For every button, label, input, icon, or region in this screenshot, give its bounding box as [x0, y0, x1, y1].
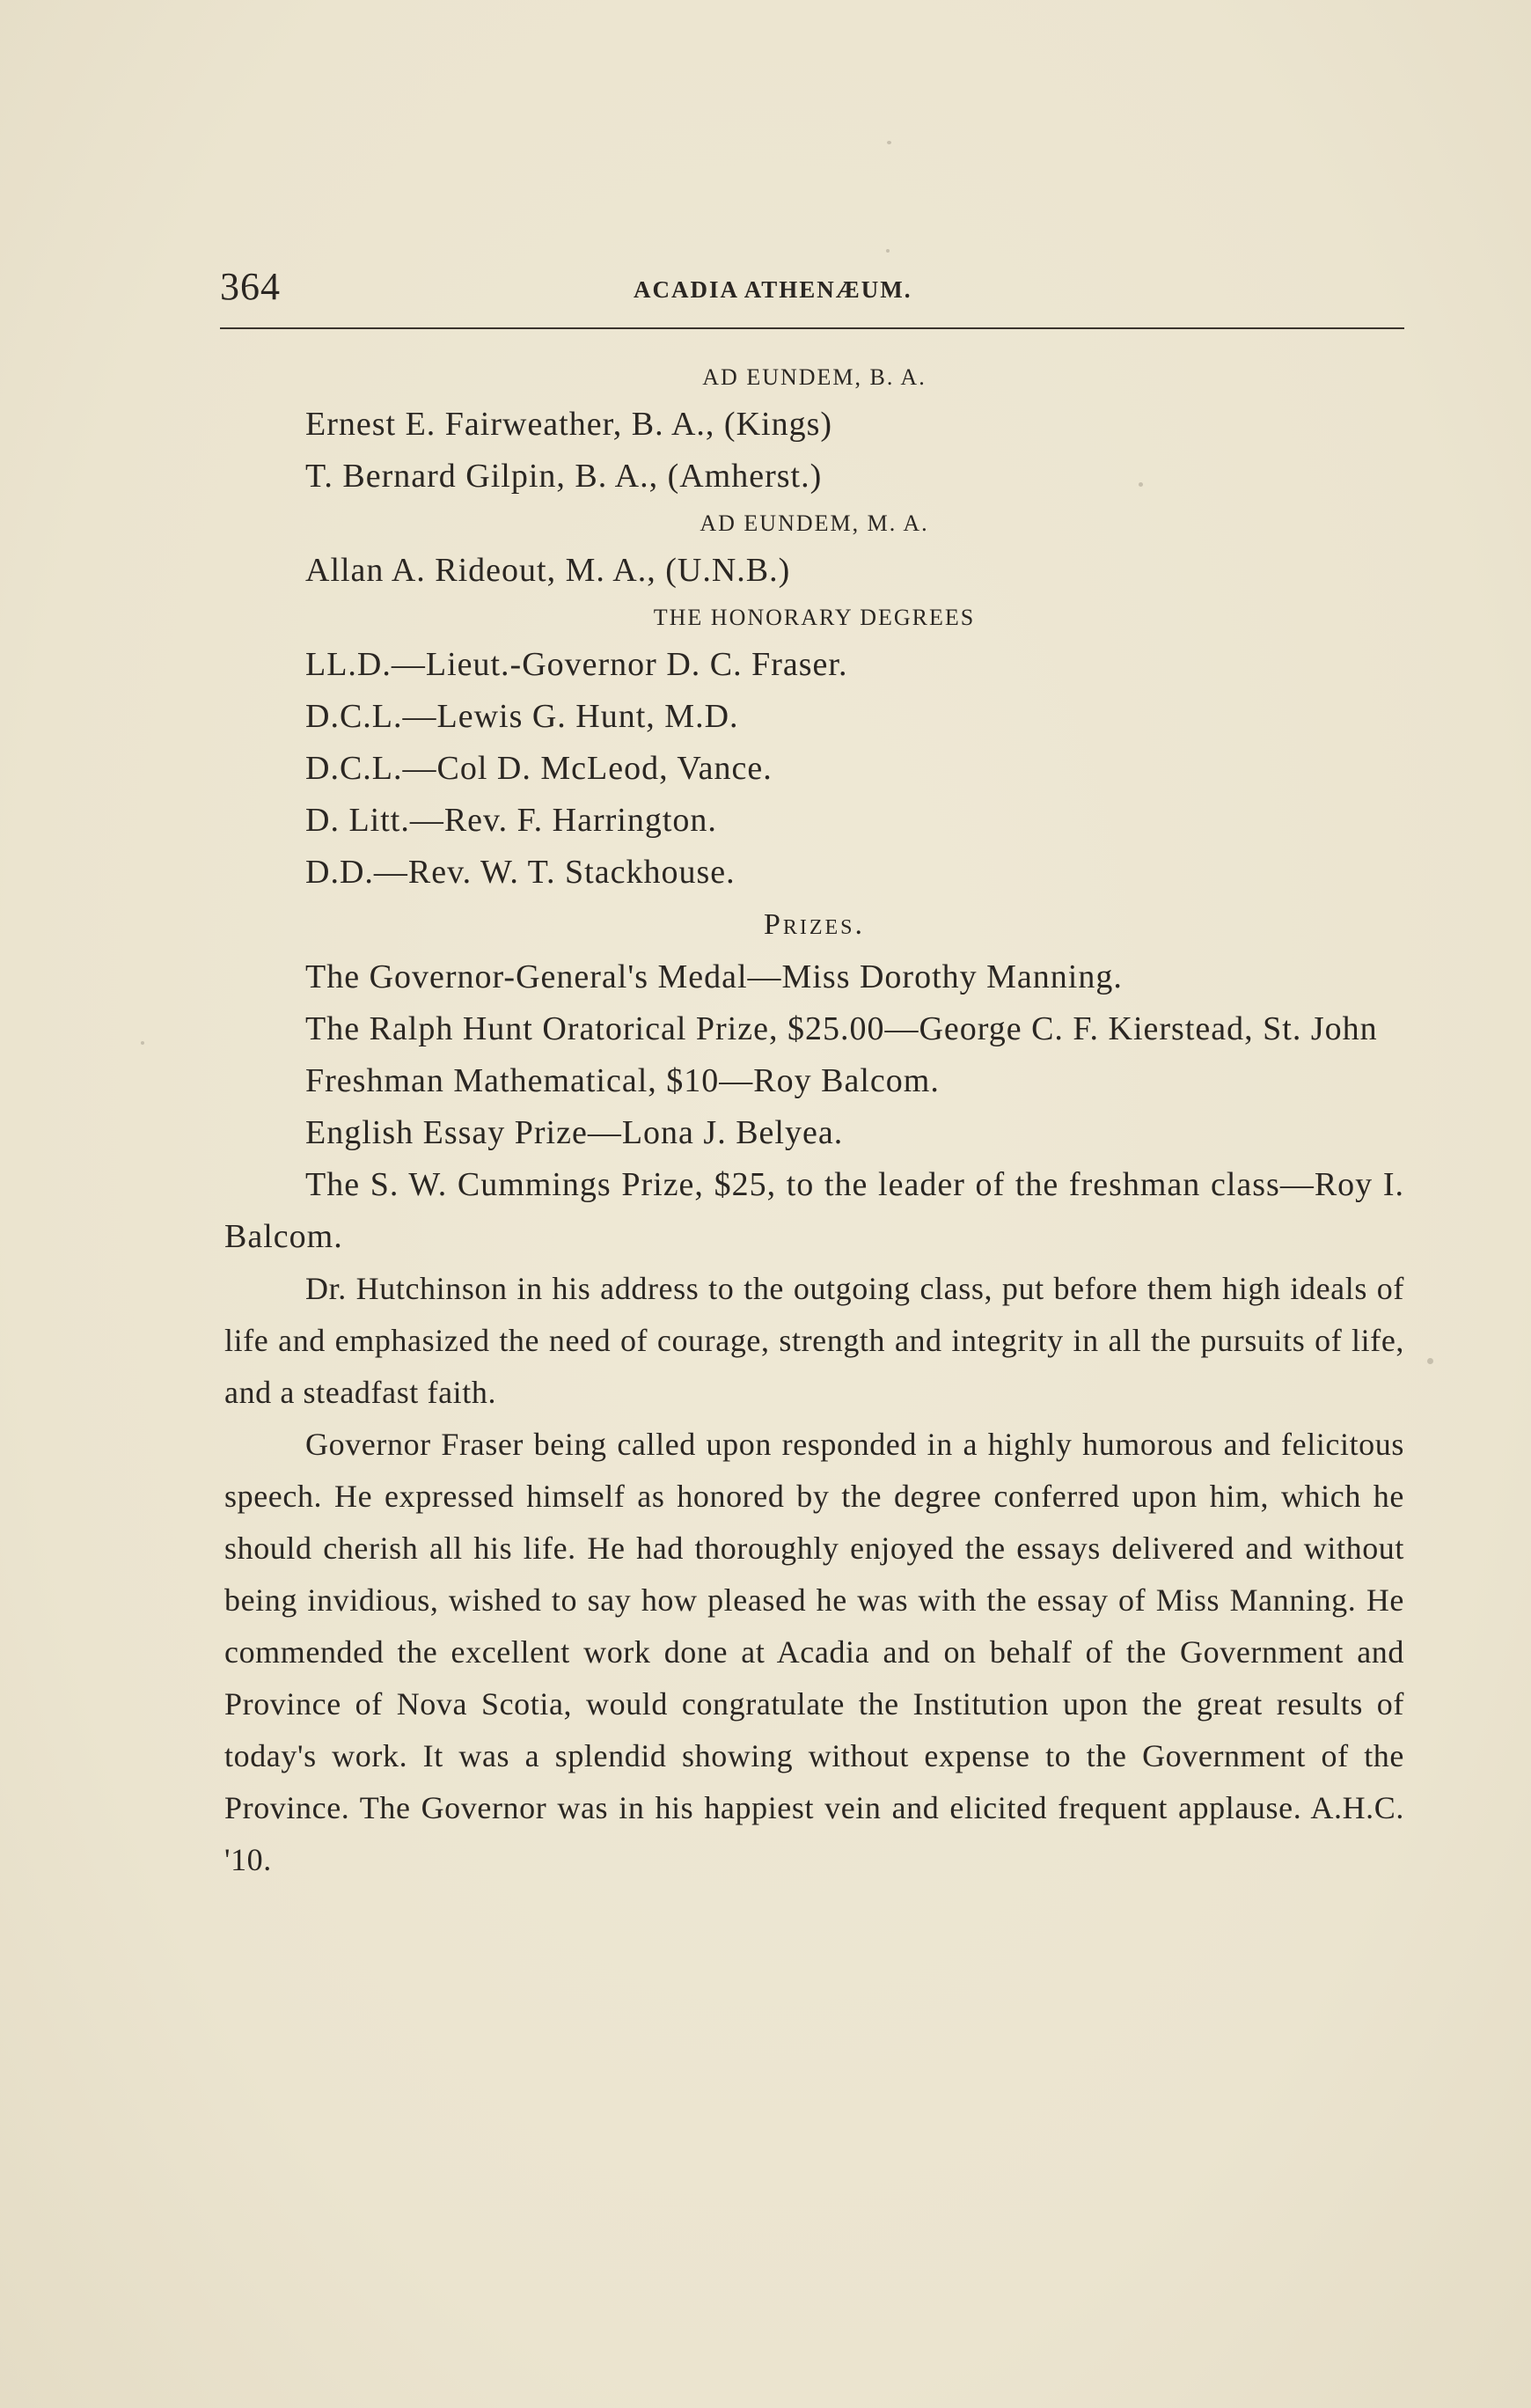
- heading-ad-eundem-ba: AD EUNDEM, B. A.: [702, 364, 927, 390]
- heading-ad-eundem-ma: AD EUNDEM, M. A.: [700, 510, 929, 536]
- paper-speck: [1427, 1358, 1433, 1364]
- page-number: 364: [220, 265, 281, 308]
- prize-entry: Freshman Mathematical, $10—Roy Balcom.: [305, 1062, 940, 1099]
- degree-entry: Ernest E. Fairweather, B. A., (Kings): [305, 406, 833, 443]
- paper-speck: [141, 1041, 144, 1045]
- honorary-entry: LL.D.—Lieut.-Governor D. C. Fraser.: [305, 646, 848, 683]
- honorary-entry: D. Litt.—Rev. F. Harrington.: [305, 802, 717, 839]
- honorary-entry: D.C.L.—Lewis G. Hunt, M.D.: [305, 698, 739, 735]
- paper-speck: [1139, 482, 1143, 487]
- honorary-entry: D.D.—Rev. W. T. Stackhouse.: [305, 854, 736, 891]
- prize-entry: The Governor-General's Medal—Miss Dorothy Manning.: [305, 958, 1123, 995]
- body-paragraph: Governor Fraser being called upon responded in a highly humorous and felicitous speech. He expressed himself as honored by the degree conferred upon him, which he should cherish all his life. He had thoroughly enjoyed the essays delivered and without being invidious, wished to say how pleased he was with the essay of Miss Manning. He commended the excellent work done at Acadia and on behalf of the Government and Province of Nova Scotia, would congratulate the Institution upon the great results of today's work. It was a splendid showing without expense to the Government of the Province. The Governor was in his happiest vein and elicited frequent applause. A.H.C. '10.: [224, 1427, 1404, 1877]
- paper-speck: [887, 141, 891, 144]
- degree-entry: T. Bernard Gilpin, B. A., (Amherst.): [305, 458, 823, 495]
- prize-entry: The Ralph Hunt Oratorical Prize, $25.00—George C. F. Kierstead, St. John: [305, 1010, 1378, 1047]
- running-title: ACADIA ATHENÆUM.: [634, 276, 912, 303]
- prize-entry: The S. W. Cummings Prize, $25, to the leader of the freshman class—Roy I. Balcom.: [224, 1166, 1404, 1255]
- honorary-entry: D.C.L.—Col D. McLeod, Vance.: [305, 750, 773, 787]
- header-rule: [220, 327, 1404, 329]
- page-content: [224, 356, 1404, 1886]
- heading-honorary-degrees: THE HONORARY DEGREES: [653, 605, 976, 630]
- prize-entry: English Essay Prize—Lona J. Belyea.: [305, 1114, 844, 1151]
- page-header: [220, 264, 1404, 326]
- paper-speck: [886, 249, 890, 253]
- degree-entry: Allan A. Rideout, M. A., (U.N.B.): [305, 552, 791, 589]
- body-paragraph: Dr. Hutchinson in his address to the outgoing class, put before them high ideals of life and emphasized the need of courage, strength and integrity in all the pursuits of life, and a steadfast faith.: [224, 1271, 1404, 1410]
- heading-prizes: Prizes.: [763, 908, 866, 941]
